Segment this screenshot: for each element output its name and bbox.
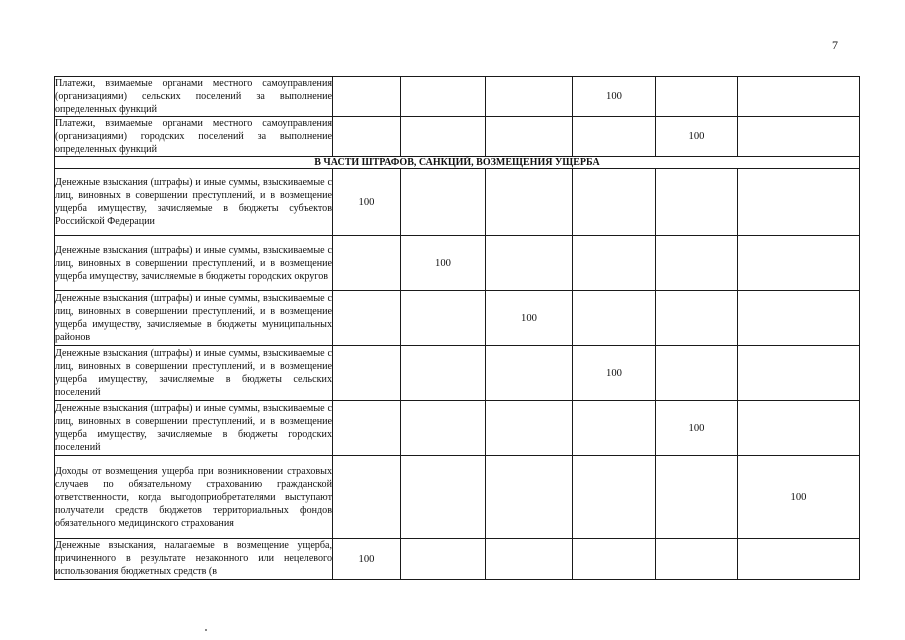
value-cell xyxy=(656,236,738,291)
value-cell xyxy=(401,401,486,456)
row-description: Доходы от возмещения ущерба при возникновении страховых случаев по обязательному страхованию гражданской ответственности, когда выгодоприобретателями выступают получатели средств бюджетов территориальных фондов обязательного медицинского страхования xyxy=(55,456,333,539)
value-cell xyxy=(333,401,401,456)
value-cell xyxy=(333,117,401,157)
value-cell xyxy=(573,117,656,157)
value-cell xyxy=(573,291,656,346)
row-description: Платежи, взимаемые органами местного самоуправления (организациями) городских поселений за выполнение определенных функций xyxy=(55,118,332,155)
value-cell xyxy=(656,169,738,236)
value-cell xyxy=(738,401,860,456)
value-cell xyxy=(738,539,860,580)
value-cell xyxy=(573,169,656,236)
row-description: Денежные взыскания (штрафы) и иные суммы, взыскиваемые с лиц, виновных в совершении преступлений, и в возмещение ущерба имуществу, зачисляемые в бюджеты сельских поселений xyxy=(55,346,333,401)
row-description: Платежи, взимаемые органами местного самоуправления (организациями) сельских поселений за выполнение определенных функций xyxy=(55,78,332,115)
value-cell xyxy=(573,456,656,539)
value-cell xyxy=(333,346,401,401)
value-cell xyxy=(333,77,401,117)
value-cell: 100 xyxy=(573,346,656,401)
value-cell: 100 xyxy=(573,77,656,117)
value-cell xyxy=(573,401,656,456)
table-row xyxy=(55,236,860,291)
value-cell xyxy=(656,77,738,117)
table-row xyxy=(55,346,860,401)
value-cell xyxy=(738,117,860,157)
table-row xyxy=(55,401,860,456)
value-cell xyxy=(656,346,738,401)
value-cell xyxy=(486,456,573,539)
table-row xyxy=(55,169,860,236)
value-cell xyxy=(486,539,573,580)
value-cell xyxy=(486,169,573,236)
value-cell: 100 xyxy=(656,117,738,157)
value-cell: 100 xyxy=(656,401,738,456)
value-cell xyxy=(738,236,860,291)
value-cell xyxy=(401,539,486,580)
value-cell: 100 xyxy=(333,539,401,580)
table-row xyxy=(55,77,860,117)
value-cell: 100 xyxy=(486,291,573,346)
value-cell xyxy=(486,77,573,117)
value-cell xyxy=(401,456,486,539)
value-cell xyxy=(656,456,738,539)
value-cell: 100 xyxy=(333,169,401,236)
value-cell xyxy=(401,291,486,346)
value-cell xyxy=(486,401,573,456)
row-description: Денежные взыскания (штрафы) и иные суммы, взыскиваемые с лиц, виновных в совершении преступлений, и в возмещение ущерба имуществу, зачисляемые в бюджеты городских округов xyxy=(55,236,333,291)
scan-speck xyxy=(205,629,207,631)
row-description: Денежные взыскания (штрафы) и иные суммы, взыскиваемые с лиц, виновных в совершении преступлений, и в возмещение ущерба имуществу, зачисляемые в бюджеты субъектов Российской Федерации xyxy=(55,169,333,236)
row-description-text: Денежные взыскания, налагаемые в возмещение ущерба, причиненного в результате незаконного или нецелевого использования бюджетных средств (в xyxy=(55,540,332,577)
value-cell xyxy=(401,169,486,236)
table-row xyxy=(55,456,860,539)
value-cell: 100 xyxy=(401,236,486,291)
page-number: 7 xyxy=(832,38,838,52)
value-cell xyxy=(738,169,860,236)
value-cell xyxy=(573,236,656,291)
value-cell xyxy=(401,346,486,401)
value-cell: 100 xyxy=(738,456,860,539)
value-cell xyxy=(486,117,573,157)
value-cell xyxy=(333,236,401,291)
value-cell xyxy=(486,346,573,401)
value-cell xyxy=(656,291,738,346)
value-cell xyxy=(738,291,860,346)
value-cell xyxy=(486,236,573,291)
row-description: Денежные взыскания (штрафы) и иные суммы, взыскиваемые с лиц, виновных в совершении преступлений, и в возмещение ущерба имуществу, зачисляемые в бюджеты городских поселений xyxy=(55,401,333,456)
value-cell xyxy=(738,77,860,117)
value-cell xyxy=(656,539,738,580)
table-row xyxy=(55,539,860,580)
value-cell xyxy=(401,77,486,117)
value-cell xyxy=(333,291,401,346)
table-row xyxy=(55,117,860,157)
revenue-distribution-table xyxy=(54,76,860,580)
row-description: Денежные взыскания (штрафы) и иные суммы, взыскиваемые с лиц, виновных в совершении преступлений, и в возмещение ущерба имуществу, зачисляемые в бюджеты муниципальных районов xyxy=(55,291,333,346)
row-description xyxy=(55,539,333,580)
value-cell xyxy=(573,539,656,580)
value-cell xyxy=(333,456,401,539)
value-cell xyxy=(401,117,486,157)
value-cell xyxy=(738,346,860,401)
section-header: В ЧАСТИ ШТРАФОВ, САНКЦИЙ, ВОЗМЕЩЕНИЯ УЩЕРБА xyxy=(55,157,860,169)
table-row xyxy=(55,291,860,346)
section-header-row xyxy=(55,157,860,169)
